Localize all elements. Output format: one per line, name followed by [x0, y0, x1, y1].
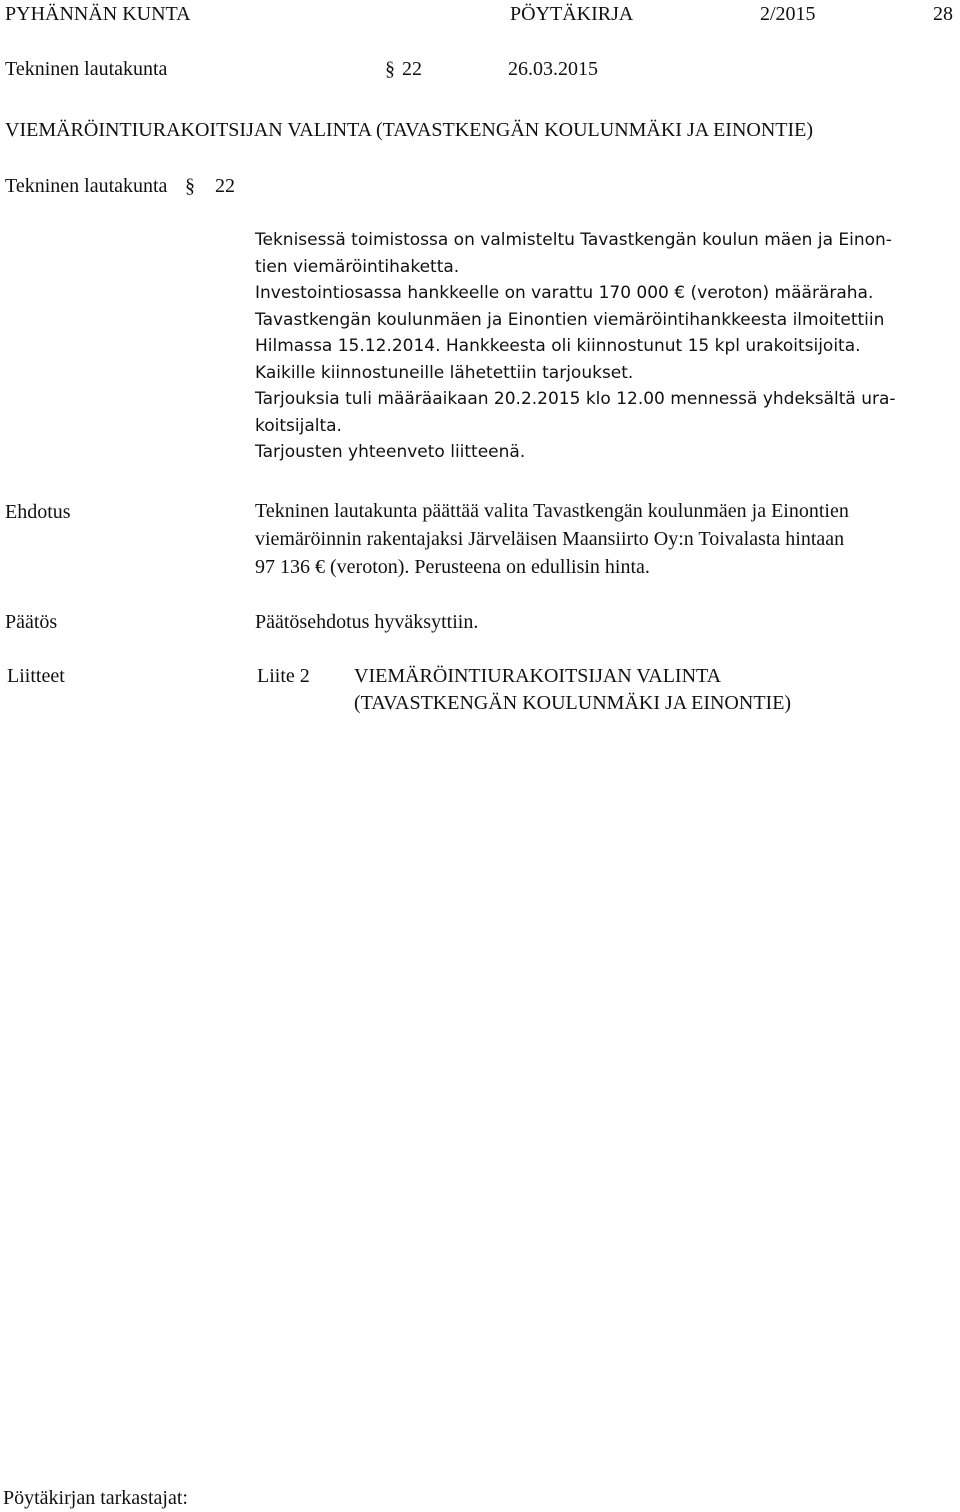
document-type: PÖYTÄKIRJA: [510, 3, 634, 25]
municipality-name: PYHÄNNÄN KUNTA: [5, 3, 191, 25]
reviewers-label: Pöytäkirjan tarkastajat:: [3, 1487, 188, 1509]
section-ref-symbol: §: [185, 175, 195, 197]
attachments-label: Liitteet: [7, 665, 65, 687]
description-line: koitsijalta.: [255, 415, 342, 436]
document-number: 2/2015: [760, 3, 816, 25]
section-ref-number: 22: [215, 175, 235, 197]
description-line: Investointiosassa hankkeelle on varattu 170 000 € (veroton) määräraha.: [255, 283, 874, 303]
decision-text: Päätösehdotus hyväksyttiin.: [255, 611, 479, 633]
attachment-item-title-line: VIEMÄRÖINTIURAKOITSIJAN VALINTA: [354, 665, 722, 687]
description-paragraph: [255, 227, 955, 466]
attachment-item-label: Liite 2: [257, 665, 310, 687]
description-line: tien viemäröintihaketta.: [255, 256, 460, 277]
section-symbol: §: [385, 58, 395, 80]
item-title: VIEMÄRÖINTIURAKOITSIJAN VALINTA (TAVASTKENGÄN KOULUNMÄKI JA EINONTIE): [5, 119, 814, 141]
page-number: 28: [933, 3, 953, 25]
proposal-line: viemäröinnin rakentajaksi Järveläisen Maansiirto Oy:n Toivalasta hintaan: [255, 528, 845, 550]
board-name: Tekninen lautakunta: [5, 58, 168, 80]
description-line: Tavastkengän koulunmäen ja Einontien viemäröintihankkeesta ilmoitettiin: [255, 309, 885, 330]
description-line: Hilmassa 15.12.2014. Hankkeesta oli kiinnostunut 15 kpl urakoitsijoita.: [255, 336, 861, 356]
description-line: Tarjouksia tuli määräaikaan 20.2.2015 klo 12.00 mennessä yhdeksältä ura-: [255, 389, 896, 409]
section-ref-board: Tekninen lautakunta: [5, 175, 168, 197]
description-line: Kaikille kiinnostuneille lähetettiin tarjoukset.: [255, 362, 634, 383]
meeting-date: 26.03.2015: [508, 58, 598, 80]
proposal-line: 97 136 € (veroton). Perusteena on edullisin hinta.: [255, 556, 650, 578]
proposal-label: Ehdotus: [5, 501, 71, 523]
decision-label: Päätös: [5, 611, 58, 633]
section-number: 22: [402, 58, 422, 80]
description-line: Tarjousten yhteenveto liitteenä.: [255, 442, 526, 462]
proposal-text: [255, 497, 955, 581]
attachment-item-title-line: (TAVASTKENGÄN KOULUNMÄKI JA EINONTIE): [354, 692, 792, 714]
proposal-line: Tekninen lautakunta päättää valita Tavastkengän koulunmäen ja Einontien: [255, 500, 849, 522]
description-line: Teknisessä toimistossa on valmisteltu Tavastkengän koulun mäen ja Einon-: [255, 230, 892, 250]
